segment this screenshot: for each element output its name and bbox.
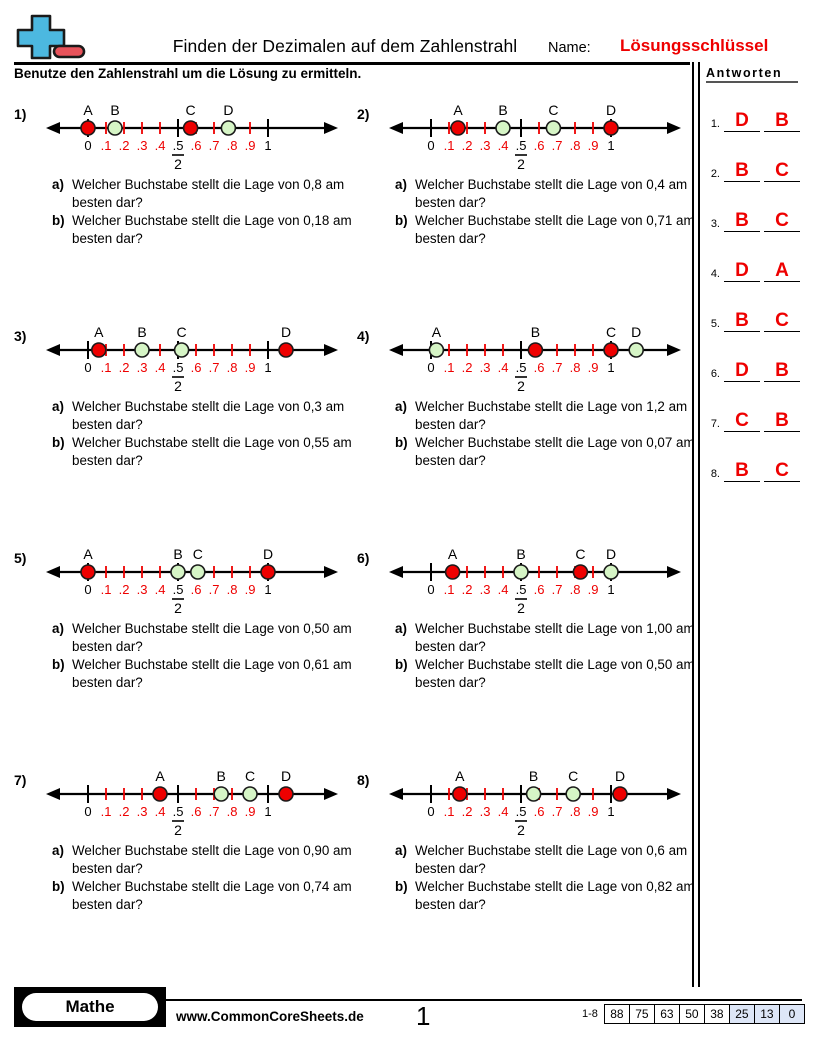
page-number: 1 <box>416 1001 431 1031</box>
svg-text:.1: .1 <box>443 582 455 597</box>
svg-text:D: D <box>605 102 617 118</box>
answer-row <box>704 200 810 232</box>
svg-text:.4: .4 <box>497 582 509 597</box>
answer-row <box>704 150 810 182</box>
score-cell: 88 <box>605 1005 630 1023</box>
svg-text:.9: .9 <box>244 138 256 153</box>
svg-text:.7: .7 <box>208 582 220 597</box>
question-text <box>395 620 700 692</box>
svg-text:.6: .6 <box>190 360 202 375</box>
svg-text:A: A <box>83 546 93 562</box>
number-line <box>40 762 340 834</box>
svg-text:B: B <box>516 546 526 562</box>
header-divider <box>14 62 690 65</box>
svg-text:.4: .4 <box>497 804 509 819</box>
svg-text:.3: .3 <box>136 138 148 153</box>
svg-text:C: C <box>176 324 187 340</box>
svg-text:A: A <box>455 768 465 784</box>
svg-text:.3: .3 <box>479 804 491 819</box>
question-block <box>357 96 702 302</box>
svg-text:.9: .9 <box>244 360 256 375</box>
answer-row <box>704 250 810 282</box>
svg-text:.2: .2 <box>461 138 473 153</box>
svg-text:.2: .2 <box>461 804 473 819</box>
answer-b: C <box>764 211 800 232</box>
svg-text:.8: .8 <box>569 804 581 819</box>
svg-text:C: C <box>575 546 586 562</box>
page-footer <box>0 987 816 1056</box>
part-a-text: Welcher Buchstabe stellt die Lage von 0,90 am besten dar? <box>72 843 352 876</box>
svg-text:.1: .1 <box>443 804 455 819</box>
svg-text:.1: .1 <box>100 804 112 819</box>
part-a-label: a) <box>395 843 407 858</box>
question-block <box>357 540 702 746</box>
number-line <box>40 540 340 612</box>
answer-row-number: 1. <box>710 118 720 130</box>
svg-text:1: 1 <box>264 804 272 819</box>
svg-text:.2: .2 <box>461 360 473 375</box>
answers-heading: Antworten <box>706 66 798 83</box>
part-b-text: Welcher Buchstabe stellt die Lage von 0,18 am besten dar? <box>72 213 352 246</box>
svg-text:2: 2 <box>174 378 182 392</box>
svg-text:.4: .4 <box>497 138 509 153</box>
part-a-label: a) <box>395 621 407 636</box>
svg-text:.4: .4 <box>154 804 166 819</box>
svg-text:.3: .3 <box>136 804 148 819</box>
answer-a: D <box>724 261 760 282</box>
answer-row-number: 2. <box>710 168 720 180</box>
question-number: 4) <box>357 328 370 344</box>
question-block <box>357 762 702 968</box>
part-a-label: a) <box>52 399 64 414</box>
part-a-text: Welcher Buchstabe stellt die Lage von 0,6 am besten dar? <box>415 843 688 876</box>
score-cell: 25 <box>730 1005 755 1023</box>
part-b-label: b) <box>52 213 65 229</box>
number-line <box>383 540 683 612</box>
svg-text:.7: .7 <box>208 804 220 819</box>
answer-b: C <box>764 461 800 482</box>
part-b-text: Welcher Buchstabe stellt die Lage von 0,61 am besten dar? <box>72 657 352 690</box>
score-cell: 63 <box>655 1005 680 1023</box>
svg-text:C: C <box>185 102 196 118</box>
svg-text:0: 0 <box>84 804 92 819</box>
svg-text:.9: .9 <box>587 804 599 819</box>
svg-text:2: 2 <box>517 156 525 170</box>
part-a-label: a) <box>395 177 407 192</box>
svg-text:.8: .8 <box>226 138 238 153</box>
question-part-a <box>52 398 357 433</box>
score-cells <box>604 1004 805 1024</box>
svg-text:1: 1 <box>264 360 272 375</box>
part-b-text: Welcher Buchstabe stellt die Lage von 0,74 am besten dar? <box>72 879 352 912</box>
svg-text:A: A <box>83 102 93 118</box>
svg-text:0: 0 <box>427 138 435 153</box>
svg-text:.8: .8 <box>569 582 581 597</box>
svg-text:A: A <box>447 546 458 562</box>
score-cell: 38 <box>705 1005 730 1023</box>
answer-row-number: 7. <box>710 418 720 430</box>
svg-text:2: 2 <box>174 822 182 836</box>
answer-a: D <box>724 361 760 382</box>
svg-text:.2: .2 <box>118 804 130 819</box>
part-a-label: a) <box>52 843 64 858</box>
svg-text:B: B <box>216 768 226 784</box>
svg-text:.3: .3 <box>479 360 491 375</box>
question-text <box>52 398 357 470</box>
svg-text:.8: .8 <box>226 804 238 819</box>
svg-text:2: 2 <box>517 822 525 836</box>
svg-text:.4: .4 <box>154 360 166 375</box>
svg-text:.6: .6 <box>533 360 545 375</box>
question-part-a <box>395 620 700 655</box>
part-b-label: b) <box>52 879 65 895</box>
svg-text:.5: .5 <box>172 804 184 819</box>
part-b-label: b) <box>395 435 408 451</box>
question-number: 2) <box>357 106 370 122</box>
question-part-a <box>52 842 357 877</box>
answer-row <box>704 100 810 132</box>
svg-text:1: 1 <box>607 582 615 597</box>
svg-text:B: B <box>528 768 539 784</box>
site-url: www.CommonCoreSheets.de <box>176 1009 364 1024</box>
number-line <box>383 96 683 168</box>
svg-text:.8: .8 <box>569 138 581 153</box>
svg-text:.8: .8 <box>226 582 238 597</box>
number-line <box>383 762 683 834</box>
svg-text:B: B <box>173 546 183 562</box>
answer-key-label: Lösungsschlüssel <box>620 36 769 55</box>
svg-text:.3: .3 <box>479 138 491 153</box>
answer-row <box>704 450 810 482</box>
svg-text:.7: .7 <box>551 360 563 375</box>
svg-text:.1: .1 <box>100 360 112 375</box>
svg-text:.4: .4 <box>154 138 166 153</box>
svg-text:D: D <box>605 546 617 562</box>
svg-text:2: 2 <box>174 156 182 170</box>
number-line <box>40 96 340 168</box>
question-part-b <box>52 878 357 913</box>
part-b-label: b) <box>52 435 65 451</box>
svg-text:D: D <box>223 102 234 118</box>
svg-text:B: B <box>498 102 508 118</box>
svg-text:A: A <box>453 102 463 118</box>
svg-text:.9: .9 <box>587 138 599 153</box>
question-number: 3) <box>14 328 27 344</box>
question-part-b <box>395 434 700 469</box>
svg-text:2: 2 <box>517 600 525 614</box>
svg-text:C: C <box>548 102 559 118</box>
score-cell: 50 <box>680 1005 705 1023</box>
answer-b: B <box>764 411 800 432</box>
question-text <box>52 842 357 914</box>
svg-text:.2: .2 <box>118 582 130 597</box>
svg-text:.6: .6 <box>190 804 202 819</box>
answer-a: D <box>724 111 760 132</box>
question-part-b <box>395 212 700 247</box>
svg-text:.6: .6 <box>533 582 545 597</box>
plus-minus-icon <box>14 14 86 62</box>
svg-text:.5: .5 <box>515 360 527 375</box>
svg-text:D: D <box>280 768 292 784</box>
svg-text:2: 2 <box>517 378 525 392</box>
svg-text:.7: .7 <box>551 804 563 819</box>
question-part-a <box>395 842 700 877</box>
question-number: 6) <box>357 550 370 566</box>
answer-row-number: 6. <box>710 368 720 380</box>
question-part-b <box>395 656 700 691</box>
answer-b: B <box>764 361 800 382</box>
svg-text:.9: .9 <box>244 804 256 819</box>
svg-text:D: D <box>631 324 642 340</box>
svg-text:.1: .1 <box>443 360 455 375</box>
answer-row-number: 5. <box>710 318 720 330</box>
subject-badge <box>14 987 166 1027</box>
question-part-a <box>52 620 357 655</box>
svg-text:.2: .2 <box>118 138 130 153</box>
score-range-label: 1-8 <box>582 1008 598 1020</box>
svg-text:C: C <box>568 768 579 784</box>
answer-row <box>704 400 810 432</box>
answer-b: B <box>764 111 800 132</box>
question-part-b <box>395 878 700 913</box>
svg-text:C: C <box>192 546 203 562</box>
part-b-text: Welcher Buchstabe stellt die Lage von 0,07 am besten dar? <box>415 435 695 468</box>
question-number: 7) <box>14 772 27 788</box>
page-title: Finden der Dezimalen auf dem Zahlenstrahl <box>172 36 518 56</box>
part-b-text: Welcher Buchstabe stellt die Lage von 0,55 am besten dar? <box>72 435 352 468</box>
part-a-text: Welcher Buchstabe stellt die Lage von 0,3 am besten dar? <box>72 399 345 432</box>
part-b-label: b) <box>52 657 65 673</box>
name-label: Name: <box>548 40 591 56</box>
svg-text:.5: .5 <box>515 138 527 153</box>
question-part-b <box>52 656 357 691</box>
answer-row <box>704 350 810 382</box>
answer-row <box>704 300 810 332</box>
svg-text:.4: .4 <box>154 582 166 597</box>
answer-row-number: 8. <box>710 468 720 480</box>
svg-text:0: 0 <box>84 360 92 375</box>
svg-text:C: C <box>244 768 256 784</box>
svg-text:0: 0 <box>84 138 92 153</box>
answer-a: C <box>724 411 760 432</box>
svg-text:B: B <box>137 324 147 340</box>
svg-text:.5: .5 <box>172 582 184 597</box>
question-part-a <box>395 398 700 433</box>
svg-text:.8: .8 <box>569 360 581 375</box>
svg-text:.8: .8 <box>226 360 238 375</box>
question-text <box>395 398 700 470</box>
part-b-text: Welcher Buchstabe stellt die Lage von 0,71 am besten dar? <box>415 213 695 246</box>
question-part-b <box>52 212 357 247</box>
svg-text:.5: .5 <box>515 582 527 597</box>
svg-text:.6: .6 <box>533 138 545 153</box>
question-part-a <box>52 176 357 211</box>
svg-text:D: D <box>262 546 274 562</box>
subject-badge-label: Mathe <box>22 993 158 1021</box>
answer-row-number: 3. <box>710 218 720 230</box>
number-line <box>383 318 683 390</box>
part-a-text: Welcher Buchstabe stellt die Lage von 1,00 am besten dar? <box>415 621 695 654</box>
svg-text:.2: .2 <box>118 360 130 375</box>
score-cell: 75 <box>630 1005 655 1023</box>
svg-text:D: D <box>280 324 292 340</box>
question-block <box>14 318 359 524</box>
svg-text:.6: .6 <box>190 138 202 153</box>
svg-text:0: 0 <box>427 804 435 819</box>
svg-text:C: C <box>605 324 617 340</box>
answer-b: C <box>764 161 800 182</box>
svg-text:B: B <box>530 324 541 340</box>
svg-text:.7: .7 <box>208 138 220 153</box>
svg-text:.1: .1 <box>100 138 112 153</box>
svg-text:.1: .1 <box>100 582 112 597</box>
svg-text:.7: .7 <box>208 360 220 375</box>
question-text <box>395 176 700 248</box>
svg-text:.9: .9 <box>587 360 599 375</box>
question-number: 8) <box>357 772 370 788</box>
part-b-text: Welcher Buchstabe stellt die Lage von 0,82 am besten dar? <box>415 879 695 912</box>
part-a-label: a) <box>52 177 64 192</box>
part-b-label: b) <box>395 657 408 673</box>
svg-text:1: 1 <box>607 138 615 153</box>
part-b-text: Welcher Buchstabe stellt die Lage von 0,50 am besten dar? <box>415 657 695 690</box>
svg-text:0: 0 <box>84 582 92 597</box>
svg-text:A: A <box>94 324 104 340</box>
svg-text:0: 0 <box>427 360 435 375</box>
answer-row-number: 4. <box>710 268 720 280</box>
svg-text:1: 1 <box>264 138 272 153</box>
svg-text:0: 0 <box>427 582 435 597</box>
svg-text:A: A <box>431 324 442 340</box>
score-table <box>582 1004 805 1024</box>
instructions: Benutze den Zahlenstrahl um die Lösung zu ermitteln. <box>14 66 362 81</box>
svg-text:.7: .7 <box>551 138 563 153</box>
question-text <box>395 842 700 914</box>
svg-text:.3: .3 <box>136 360 148 375</box>
part-a-text: Welcher Buchstabe stellt die Lage von 0,8 am besten dar? <box>72 177 345 210</box>
answer-b: A <box>764 261 800 282</box>
svg-text:1: 1 <box>607 360 615 375</box>
question-part-a <box>395 176 700 211</box>
number-line <box>40 318 340 390</box>
svg-text:2: 2 <box>174 600 182 614</box>
question-block <box>14 540 359 746</box>
question-number: 5) <box>14 550 27 566</box>
answer-a: B <box>724 161 760 182</box>
answer-b: C <box>764 311 800 332</box>
answer-a: B <box>724 311 760 332</box>
svg-text:.6: .6 <box>533 804 545 819</box>
question-number: 1) <box>14 106 27 122</box>
question-block <box>14 96 359 302</box>
svg-text:1: 1 <box>607 804 615 819</box>
svg-text:.2: .2 <box>461 582 473 597</box>
svg-text:.1: .1 <box>443 138 455 153</box>
answer-a: B <box>724 461 760 482</box>
score-cell: 13 <box>755 1005 780 1023</box>
question-text <box>52 620 357 692</box>
svg-text:.3: .3 <box>479 582 491 597</box>
part-a-text: Welcher Buchstabe stellt die Lage von 1,2 am besten dar? <box>415 399 688 432</box>
svg-text:.9: .9 <box>587 582 599 597</box>
svg-text:.3: .3 <box>136 582 148 597</box>
question-text <box>52 176 357 248</box>
svg-text:.5: .5 <box>515 804 527 819</box>
part-a-label: a) <box>52 621 64 636</box>
part-b-label: b) <box>395 213 408 229</box>
svg-text:A: A <box>155 768 165 784</box>
svg-text:.6: .6 <box>190 582 202 597</box>
part-a-text: Welcher Buchstabe stellt die Lage von 0,50 am besten dar? <box>72 621 352 654</box>
svg-text:1: 1 <box>264 582 272 597</box>
score-cell: 0 <box>780 1005 804 1023</box>
question-part-b <box>52 434 357 469</box>
svg-text:B: B <box>110 102 120 118</box>
question-block <box>357 318 702 524</box>
part-b-label: b) <box>395 879 408 895</box>
svg-text:D: D <box>614 768 626 784</box>
svg-text:.5: .5 <box>172 360 184 375</box>
svg-text:.5: .5 <box>172 138 184 153</box>
svg-text:.4: .4 <box>497 360 509 375</box>
svg-text:.7: .7 <box>551 582 563 597</box>
question-block <box>14 762 359 968</box>
part-a-text: Welcher Buchstabe stellt die Lage von 0,4 am besten dar? <box>415 177 688 210</box>
answer-a: B <box>724 211 760 232</box>
svg-text:.9: .9 <box>244 582 256 597</box>
part-a-label: a) <box>395 399 407 414</box>
